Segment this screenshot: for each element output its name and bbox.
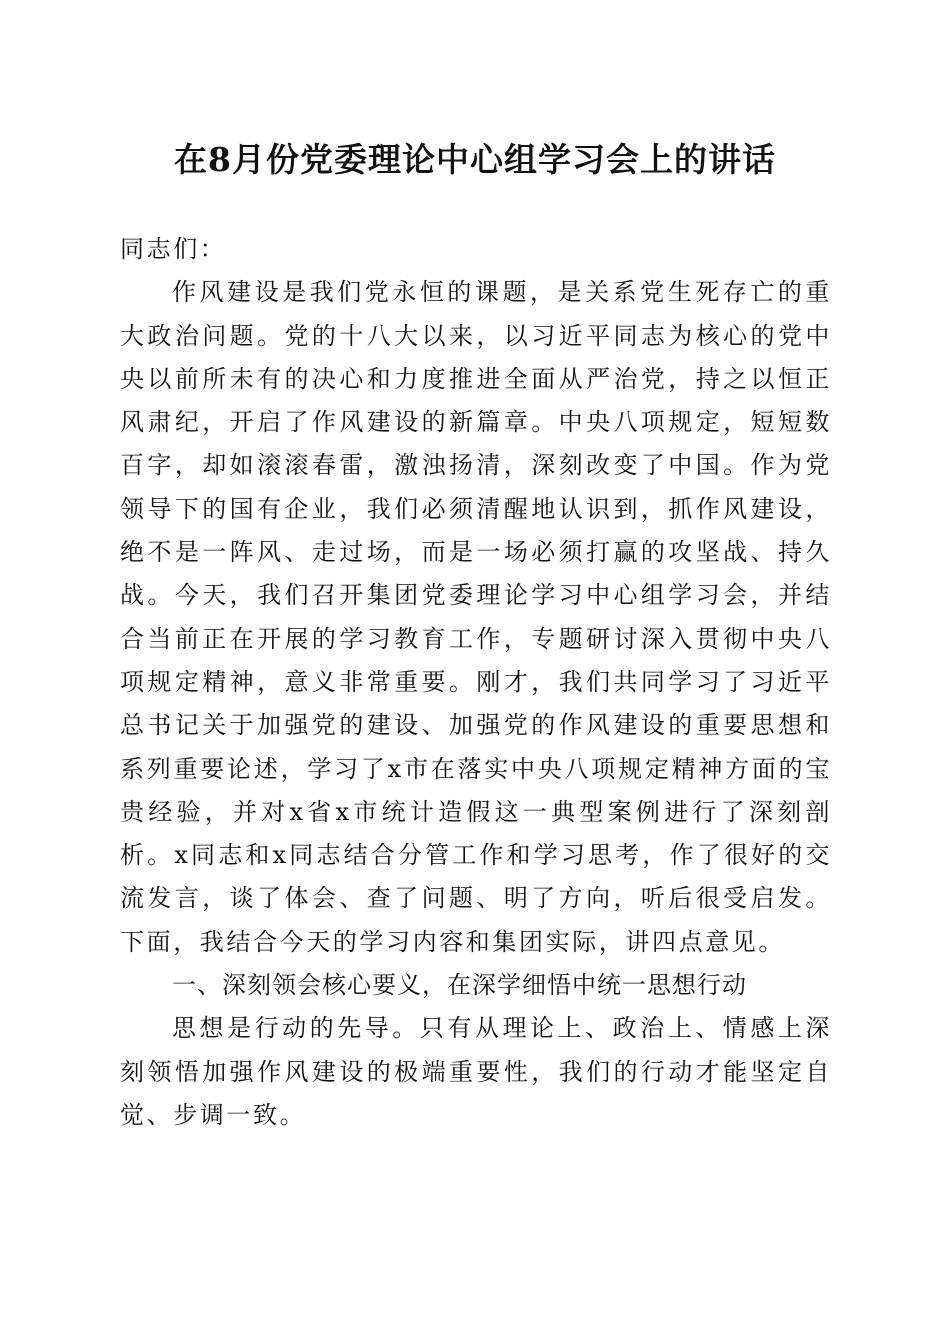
body-paragraph: 思想是行动的先导。只有从理论上、政治上、情感上深刻领悟加强作风建设的极端重要性，我们的行动才能坚定自觉、步调一致。 [120, 1014, 832, 1129]
document-body [120, 228, 832, 1137]
section-heading: 一、深刻领会核心要义，在深学细悟中统一思想行动 [172, 971, 747, 1000]
salutation: 同志们： [120, 235, 227, 263]
body-paragraph: 作风建设是我们党永恒的课题，是关系党生死存亡的重大政治问题。党的十八大以来，以习近平同志为核心的党中央以前所未有的决心和力度推进全面从严治党，持之以恒正风肃纪，开启了作风建设的新篇章。中央八项规定，短短数百字，却如滚滚春雷，激浊扬清，深刻改变了中国。作为党领导下的国有企业，我们必须清醒地认识到，抓作风建设，绝不是一阵风、走过场，而是一场必须打赢的攻坚战、持久战。今天，我们召开集团党委理论学习中心组学习会，并结合当前正在开展的学习教育工作，专题研讨深入贯彻中央八项规定精神，意义非常重要。刚才，我们共同学习了习近平总书记关于加强党的建设、加强党的作风建设的重要思想和系列重要论述，学习了x市在落实中央八项规定精神方面的宝贵经验，并对x省x市统计造假这一典型案例进行了深刻剖析。x同志和x同志结合分管工作和学习思考，作了很好的交流发言，谈了体会、查了问题、明了方向，听后很受启发。下面，我结合今天的学习内容和集团实际，讲四点意见。 [120, 278, 832, 956]
document-title: 在8月份党委理论中心组学习会上的讲话 [174, 140, 776, 179]
